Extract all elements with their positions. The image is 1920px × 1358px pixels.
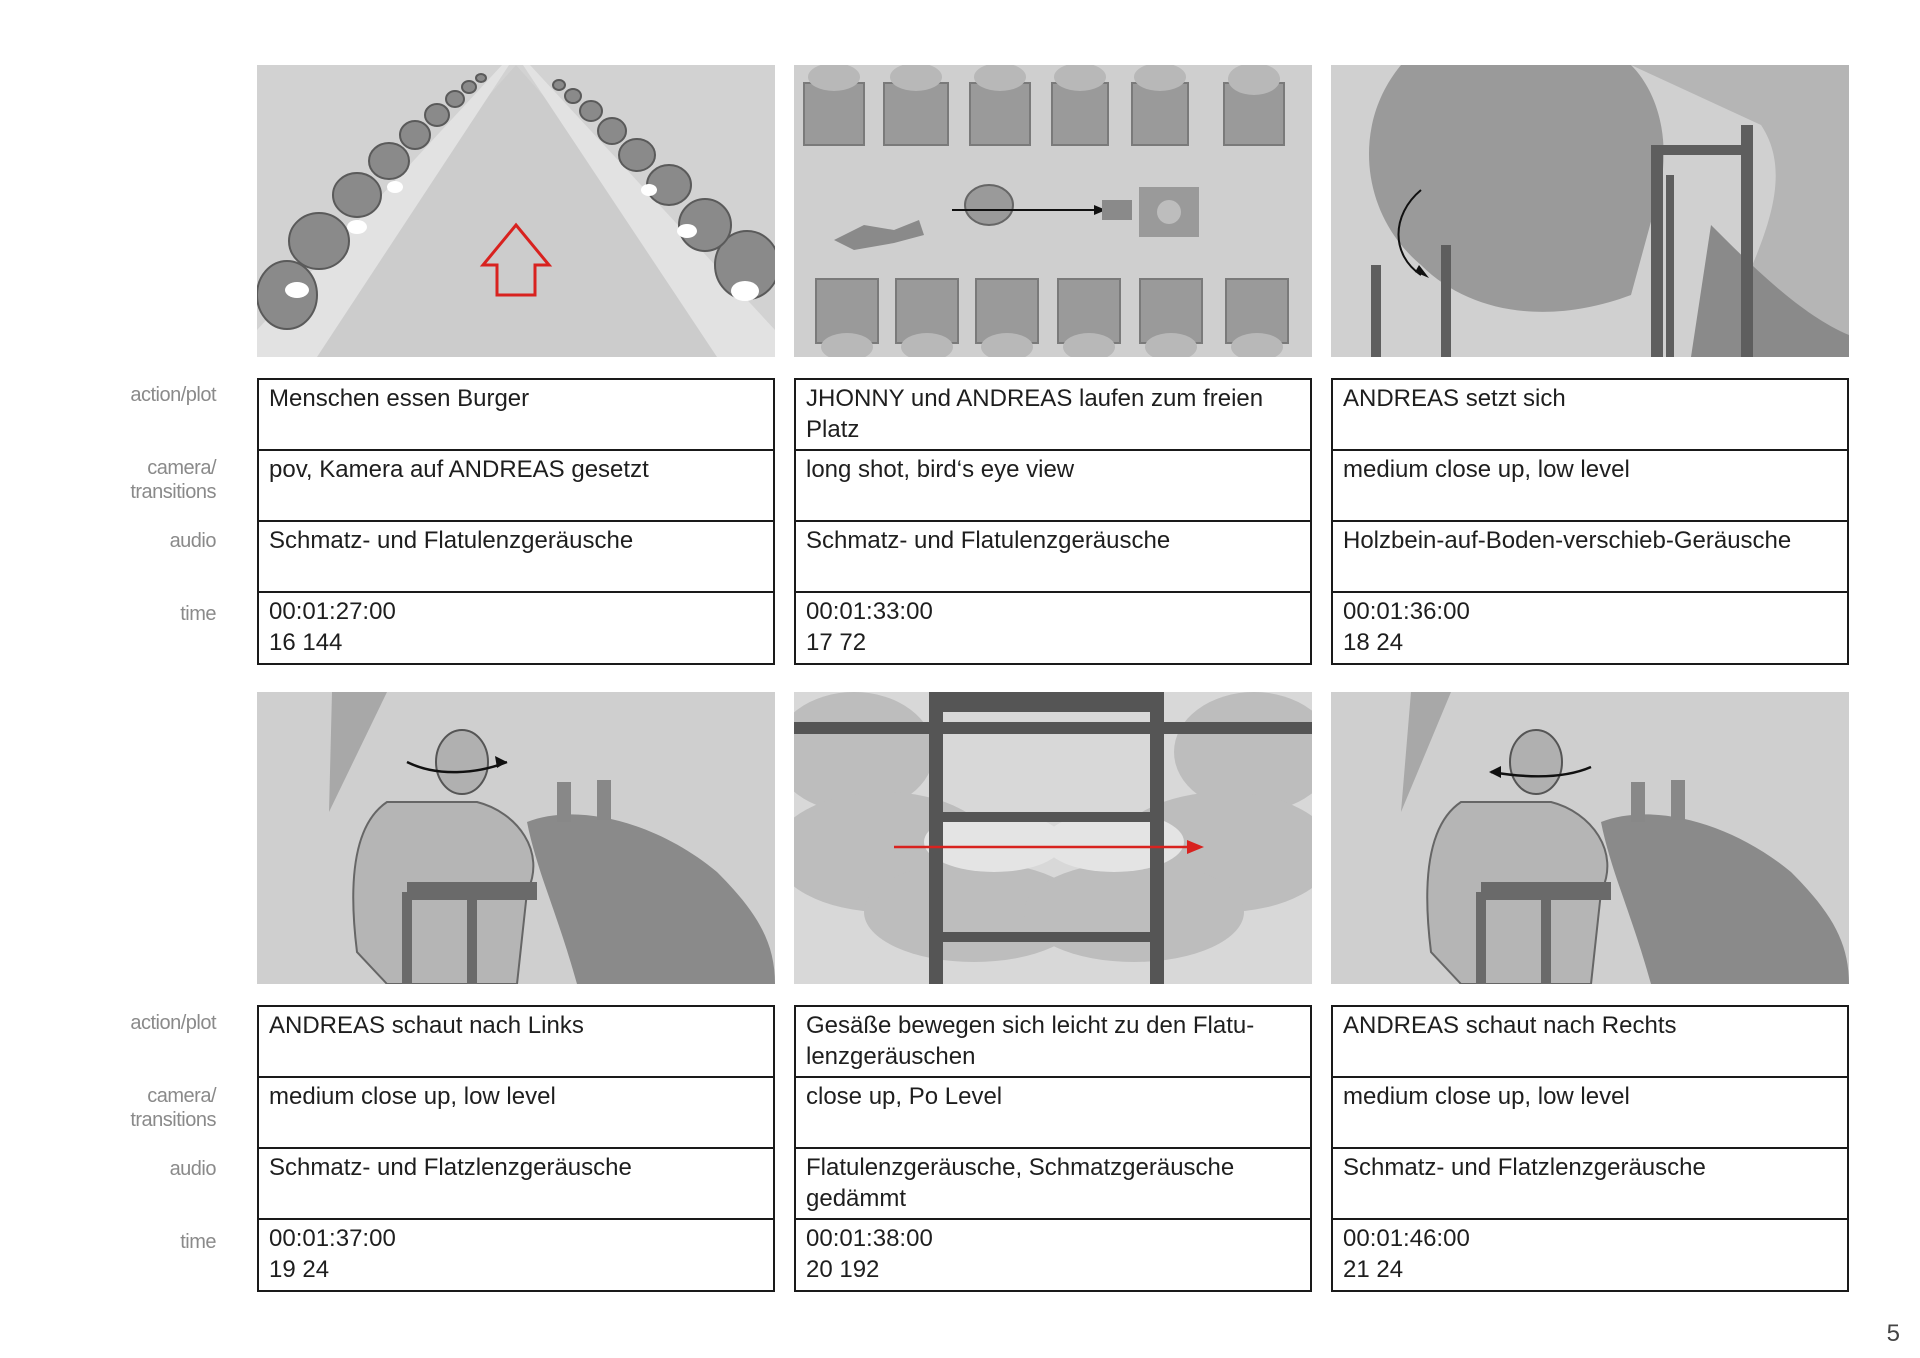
shot-info-table <box>257 1005 775 1292</box>
time-cell <box>796 1220 1310 1290</box>
storyboard-panel-1 <box>257 65 775 677</box>
audio-text: Schmatz- und Flatzlenzgeräusche <box>1343 1154 1706 1181</box>
shot-info-table <box>794 378 1312 665</box>
audio-cell <box>1333 1149 1847 1220</box>
shot-info-table <box>1331 1005 1849 1292</box>
shot-info-table <box>794 1005 1312 1292</box>
camera-cell <box>796 1078 1310 1149</box>
time-cell <box>1333 1220 1847 1290</box>
action-cell <box>1333 380 1847 451</box>
camera-text: medium close up, low level <box>1343 1083 1630 1110</box>
frame-image-looks-left <box>257 692 775 984</box>
audio-cell <box>796 1149 1310 1220</box>
audio-cell <box>259 522 773 593</box>
shot-frames: 21 24 <box>1343 1256 1404 1283</box>
shot-frames: 18 24 <box>1343 629 1404 656</box>
time-cell <box>796 593 1310 663</box>
storyboard-panel-4 <box>257 692 775 1304</box>
camera-text: medium close up, low level <box>269 1083 556 1110</box>
action-text: Menschen essen Burger <box>269 385 530 412</box>
shot-frames: 19 24 <box>269 1256 330 1283</box>
time-cell <box>1333 593 1847 663</box>
label-audio: audio <box>169 530 216 552</box>
audio-text: Schmatz- und Flatzlenzgeräusche <box>269 1154 632 1181</box>
frame-image-looks-right <box>1331 692 1849 984</box>
page-number: 5 <box>1886 1320 1900 1347</box>
camera-cell <box>1333 451 1847 522</box>
audio-cell <box>259 1149 773 1220</box>
timecode: 00:01:37:00 <box>269 1225 396 1252</box>
action-text: lenzgeräuschen <box>806 1043 976 1070</box>
action-text: ANDREAS setzt sich <box>1343 385 1566 412</box>
label-camera: camera/ <box>147 1085 216 1107</box>
timecode: 00:01:27:00 <box>269 598 396 625</box>
action-cell <box>259 1007 773 1078</box>
audio-cell <box>1333 522 1847 593</box>
label-action: action/plot <box>130 384 216 406</box>
time-cell <box>259 593 773 663</box>
audio-text: Flatulenzgeräusche, Schmatzgeräusche <box>806 1154 1235 1181</box>
camera-cell <box>259 1078 773 1149</box>
storyboard-panel-3 <box>1331 65 1849 677</box>
action-text: Gesäße bewegen sich leicht zu den Flatu- <box>806 1012 1255 1039</box>
label-action: action/plot <box>130 1012 216 1034</box>
camera-cell <box>259 451 773 522</box>
storyboard-panel-5 <box>794 692 1312 1304</box>
label-transitions: transitions <box>130 1109 216 1131</box>
label-audio: audio <box>169 1158 216 1180</box>
shot-frames: 16 144 <box>269 629 343 656</box>
frame-image-close-up <box>794 692 1312 984</box>
label-time: time <box>180 603 216 625</box>
shot-frames: 17 72 <box>806 629 867 656</box>
frame-image-birds-eye <box>794 65 1312 357</box>
action-text: Platz <box>806 416 860 443</box>
camera-cell <box>796 451 1310 522</box>
audio-text: Schmatz- und Flatulenzgeräusche <box>269 527 634 554</box>
action-cell <box>796 380 1310 451</box>
camera-text: long shot, bird‘s eye view <box>806 456 1075 483</box>
timecode: 00:01:33:00 <box>806 598 933 625</box>
storyboard-panel-2 <box>794 65 1312 677</box>
timecode: 00:01:36:00 <box>1343 598 1470 625</box>
camera-text: medium close up, low level <box>1343 456 1630 483</box>
timecode: 00:01:46:00 <box>1343 1225 1470 1252</box>
audio-cell <box>796 522 1310 593</box>
action-text: ANDREAS schaut nach Rechts <box>1343 1012 1677 1039</box>
action-cell <box>1333 1007 1847 1078</box>
storyboard-panel-6 <box>1331 692 1849 1304</box>
shot-info-table <box>1331 378 1849 665</box>
time-cell <box>259 1220 773 1290</box>
timecode: 00:01:38:00 <box>806 1225 933 1252</box>
camera-text: close up, Po Level <box>806 1083 1003 1110</box>
action-text: ANDREAS schaut nach Links <box>269 1012 584 1039</box>
audio-text: Schmatz- und Flatulenzgeräusche <box>806 527 1171 554</box>
frame-image-crowd-pov <box>257 65 775 357</box>
audio-text: gedämmt <box>806 1185 907 1212</box>
action-text: JHONNY und ANDREAS laufen zum freien <box>806 385 1264 412</box>
action-cell <box>796 1007 1310 1078</box>
audio-text: Holzbein-auf-Boden-verschieb-Geräusche <box>1343 527 1792 554</box>
label-camera-1: camera/ <box>147 457 216 479</box>
action-cell <box>259 380 773 451</box>
label-time: time <box>180 1231 216 1253</box>
label-transitions: transitions <box>130 481 216 503</box>
shot-info-table <box>257 378 775 665</box>
label-camera <box>0 456 216 480</box>
frame-image-andreas-sits <box>1331 65 1849 357</box>
camera-text: pov, Kamera auf ANDREAS gesetzt <box>269 456 649 483</box>
shot-frames: 20 192 <box>806 1256 880 1283</box>
camera-cell <box>1333 1078 1847 1149</box>
